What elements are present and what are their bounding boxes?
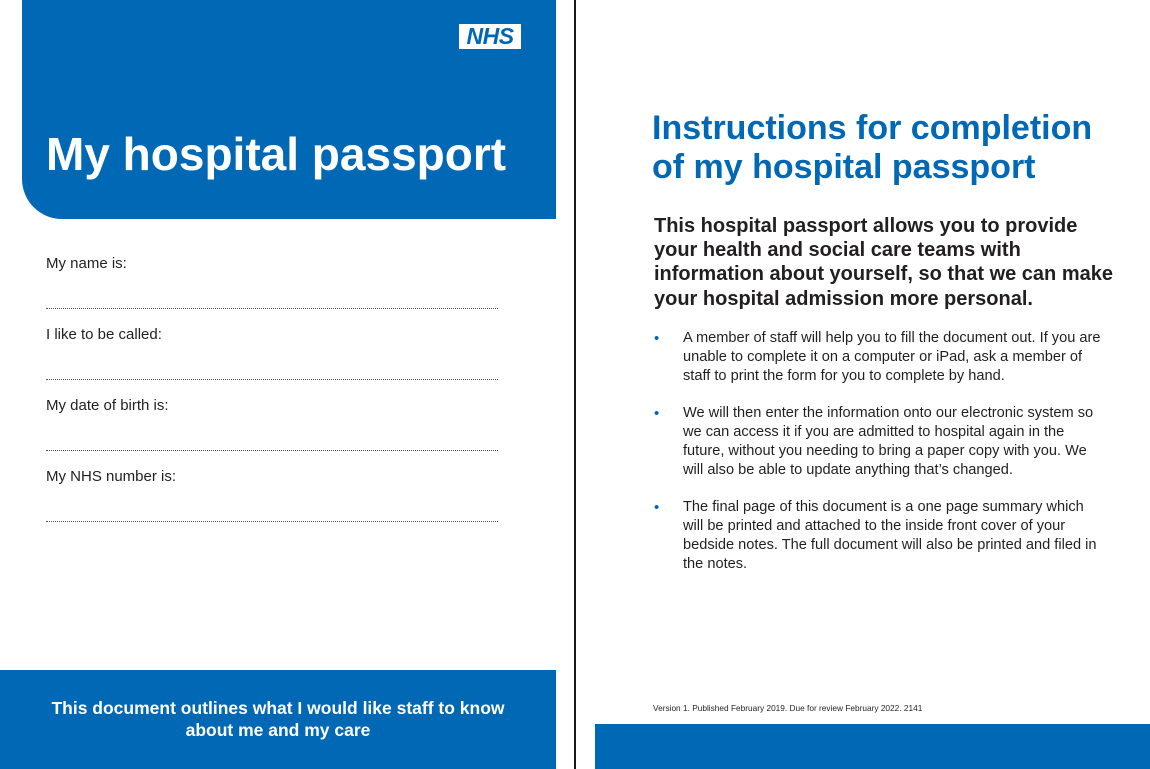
trust-name [961,52,1115,101]
version-note: Version 1. Published February 2019. Due for review February 2022. 2141 [653,703,923,713]
nhs-number-field[interactable] [46,468,498,522]
date-of-birth-field[interactable] [46,397,498,451]
trust-name-line3: NHS Foundation Trust [988,86,1115,100]
name-field[interactable] [46,255,498,309]
name-field-line[interactable] [46,308,498,309]
trust-name-line2: Southampton [1005,68,1115,87]
list-item-text: We will then enter the information onto our electronic system so we can access it if you are admitted to hospital again in the future, without you needing to bring a paper copy with you. We will also be able to update anything that’s changed. [683,405,1094,478]
list-item-text: The final page of this document is a one page summary which will be printed and attached to the inside front cover of your bedside notes. The full document will also be printed and filed in the notes. [683,499,1097,572]
cover-footer-panel [0,670,556,769]
cover-footer-text: This document outlines what I would like staff to know about me and my care [51,698,505,740]
page-divider [574,0,576,769]
date-of-birth-field-label: My date of birth is: [46,397,169,414]
list-item [654,498,1104,574]
bullet-icon: • [654,499,660,516]
list-item-text: A member of staff will help you to fill the document out. If you are unable to complete it on a computer or iPad, ask a member of staff to print the form for you to complete by hand. [683,330,1101,384]
nhs-number-field-label: My NHS number is: [46,468,177,485]
instructions-intro: This hospital passport allows you to provide your health and social care teams with information about yourself, so that we can make your hospital admission more personal. [654,215,1113,310]
preferred-name-field-label: I like to be called: [46,326,162,343]
list-item [654,404,1104,480]
preferred-name-field[interactable] [46,326,498,380]
name-field-label: My name is: [46,255,127,272]
date-of-birth-field-line[interactable] [46,450,498,451]
instructions-list [654,329,1104,592]
nhs-logo: NHS [459,24,521,49]
bullet-icon: • [654,405,660,422]
cover-title: My hospital passport [46,128,507,180]
instructions-title: Instructions for completion of my hospital passport [652,109,1093,186]
list-item [654,329,1104,386]
bullet-icon: • [654,330,660,347]
nhs-number-field-line[interactable] [46,521,498,522]
trust-name-line1: University Hospital [961,51,1115,70]
preferred-name-field-line[interactable] [46,379,498,380]
bottom-bar [595,724,1150,769]
